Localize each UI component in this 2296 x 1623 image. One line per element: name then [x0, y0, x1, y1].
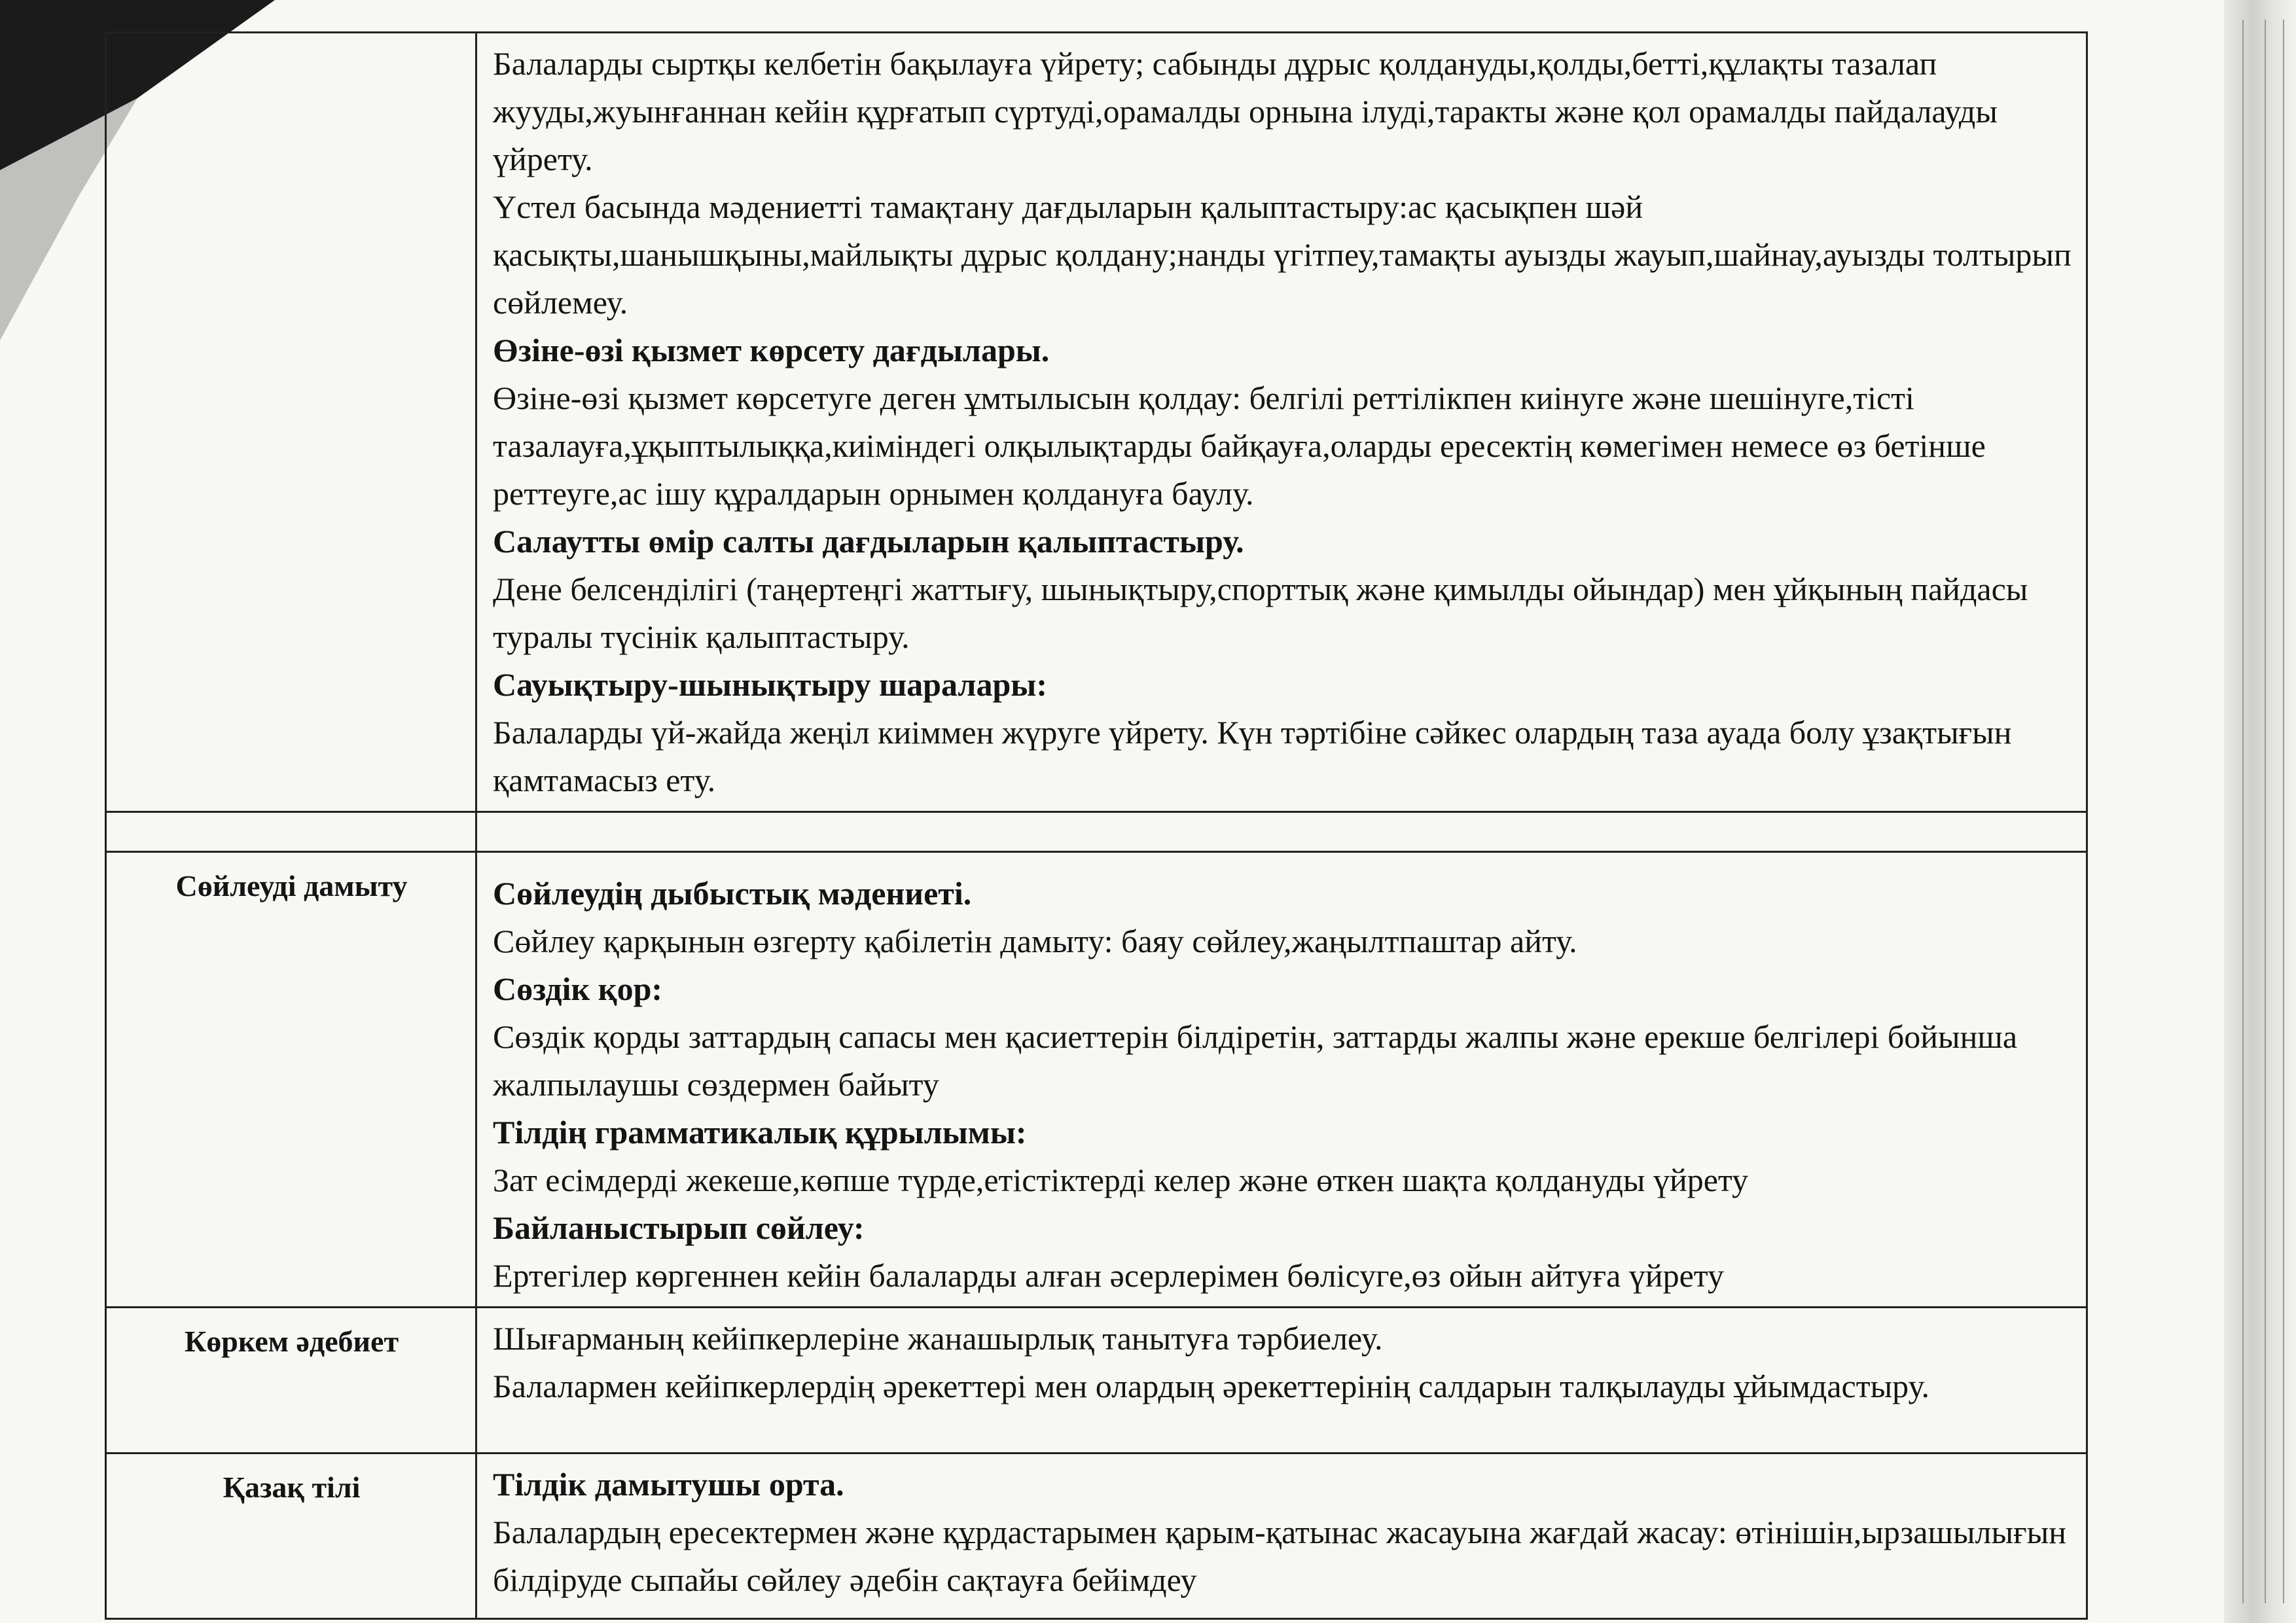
subject-cell: Көркем әдебиет [106, 1308, 476, 1454]
paragraph: Дене белсенділігі (таңертеңгі жаттығу, шынықтыру,спорттық және қимылды ойындар) мен ұйқының пайдасы туралы түсінік қалыптастыру. [493, 571, 2028, 655]
content-cell [476, 1454, 2087, 1619]
section-heading: Тілдің грамматикалық құрылымы: [493, 1114, 1027, 1150]
content-cell [476, 852, 2087, 1308]
section-heading: Сауықтыру-шынықтыру шаралары: [493, 666, 1047, 703]
subject-cell: Қазақ тілі [106, 1454, 476, 1619]
paragraph: Зат есімдерді жекеше,көпше түрде,етістіктерді келер және өткен шақта қолдануды үйрету [493, 1162, 1749, 1198]
paragraph: Үстел басында мәдениетті тамақтану дағдыларын қалыптастыру:ас қасықпен шәй қасықты,шанышқыны,майлықты дұрыс қолдану;нанды үгітпеу,тамақты ауызды жауып,шайнау,ауызды толтырып сөйлемеу. [493, 188, 2072, 321]
section-heading: Сөздік қор: [493, 971, 663, 1007]
section-heading: Өзіне-өзі қызмет көрсету дағдылары. [493, 332, 1050, 368]
paragraph: Ертегілер көргеннен кейін балаларды алған әсерлерімен бөлісуге,өз ойын айтуға үйрету [493, 1257, 1724, 1294]
empty-cell [106, 812, 476, 852]
paragraph: Балалармен кейіпкерлердің әрекеттері мен олардың әрекеттерінің салдарын талқылауды ұйымдастыру. [493, 1368, 1930, 1404]
paragraph: Шығарманың кейіпкерлеріне жанашырлық танытуға тәрбиелеу. [493, 1320, 1383, 1357]
paragraph: Балаларды сыртқы келбетін бақылауға үйрету; сабынды дұрыс қолдануды,қолды,бетті,құлақты тазалап жууды,жуынғаннан кейін құрғатып сүртуді,орамалды орнына ілуді,таракты және қол орамалды пайдалауды үйрету. [493, 45, 1998, 177]
paragraph: Өзіне-өзі қызмет көрсетуге деген ұмтылысын қолдау: белгілі реттілікпен киінуге және шешінуге,тісті тазалауға,ұқыптылыққа,киіміндегі олқылықтарды байқауға,оларды ересектің көмегімен немесе өз бетінше реттеуге,ас ішу құралдарын орнымен қолдануға баулу. [493, 380, 1986, 512]
content-cell [476, 33, 2087, 812]
page-edge-strip [2224, 0, 2296, 1623]
subject-cell [106, 33, 476, 812]
paragraph: Сөздік қорды заттардың сапасы мен қасиеттерін білдіретін, заттарды жалпы және ерекше белгілері бойынша жалпылаушы сөздермен байыту [493, 1018, 2018, 1103]
paragraph: Балалардың ересектермен және құрдастарымен қарым-қатынас жасауына жағдай жасау: өтінішін,ырзашылығын білдіруде сыпайы сөйлеу әдебін сақтауға бейімдеу [493, 1514, 2066, 1598]
table-row [106, 33, 2087, 812]
section-heading: Байланыстырып сөйлеу: [493, 1209, 865, 1246]
section-heading: Тілдік дамытушы орта. [493, 1466, 844, 1503]
table-row [106, 1308, 2087, 1454]
curriculum-table [105, 31, 2088, 1620]
table-row-empty [106, 812, 2087, 852]
section-heading: Сөйлеудің дыбыстық мәдениеті. [493, 875, 972, 912]
paragraph: Сөйлеу қарқынын өзгерту қабілетін дамыту: баяу сөйлеу,жаңылтпаштар айту. [493, 923, 1577, 959]
subject-cell: Сөйлеуді дамыту [106, 852, 476, 1308]
content-cell [476, 1308, 2087, 1454]
table-row [106, 852, 2087, 1308]
empty-cell [476, 812, 2087, 852]
section-heading: Салаутты өмір салты дағдыларын қалыптастыру. [493, 523, 1244, 560]
table-row [106, 1454, 2087, 1619]
paragraph: Балаларды үй-жайда жеңіл киіммен жүруге үйрету. Күн тәртібіне сәйкес олардың таза ауада болу ұзақтығын қамтамасыз ету. [493, 714, 2012, 798]
